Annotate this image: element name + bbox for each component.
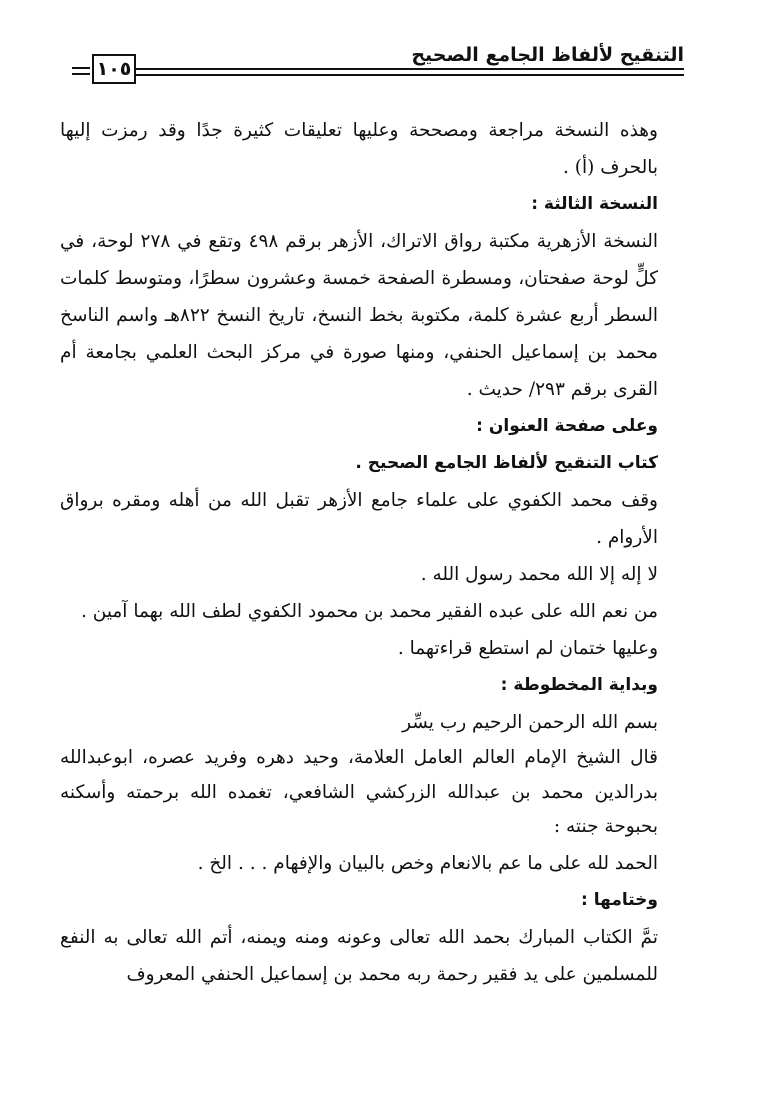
body-text	[60, 112, 680, 993]
page-number-box	[92, 54, 136, 84]
header-rule-top	[136, 68, 684, 70]
section-heading: وعلى صفحة العنوان :	[476, 416, 658, 436]
paragraph: وقف محمد الكفوي على علماء جامع الأزهر تقبل الله من أهله ومقره برواق الأروام .	[60, 490, 658, 548]
running-title: التنقيح لألفاظ الجامع الصحيح	[411, 44, 684, 66]
paragraph: وهذه النسخة مراجعة ومصححة وعليها تعليقات كثيرة جدًا وقد رمزت إليها بالحرف (أ) .	[60, 120, 658, 178]
header-rule-tick-bottom	[72, 73, 90, 75]
section-heading: وبداية المخطوطة :	[500, 675, 658, 695]
header-rule-bottom	[136, 74, 684, 76]
book-title-line: كتاب التنقيح لألفاظ الجامع الصحيح .	[355, 453, 658, 473]
paragraph: النسخة الأزهرية مكتبة رواق الاتراك، الأزهر برقم ٤٩٨ وتقع في ٢٧٨ لوحة، في كلٍّ لوحة صفحتان، ومسطرة الصفحة خمسة وعشرون سطرًا، ومتوسط كلمات السطر أربع عشرة كلمة، مكتوبة بخط النسخ، تاريخ النسخ ٨٢٢هـ واسم الناسخ محمد بن إسماعيل الحنفي، ومنها صورة في مركز البحث العلمي بجامعة أم القرى برقم ٢٩٣/ حديث .	[60, 231, 658, 400]
paragraph: تمَّ الكتاب المبارك بحمد الله تعالى وعونه ومنه ويمنه، أتم الله تعالى به النفع للمسلمين على يد فقير رحمة ربه محمد بن إسماعيل الحنفي المعروف	[60, 926, 658, 985]
paragraph: بسم الله الرحمن الرحيم رب يسِّر	[402, 712, 658, 733]
paragraph: قال الشيخ الإمام العالم العامل العلامة، وحيد دهره وفريد عصره، ابوعبدالله بدرالدين محمد بن عبدالله الزركشي الشافعي، تغمده الله برحمته وأسكنه بحبوحة جنته :	[60, 747, 658, 837]
paragraph: من نعم الله على عبده الفقير محمد بن محمود الكفوي لطف الله بهما آمين .	[80, 601, 658, 622]
section-heading: النسخة الثالثة :	[531, 194, 658, 214]
paragraph: وعليها ختمان لم استطع قراءتهما .	[397, 638, 658, 659]
section-heading: وختامها :	[581, 889, 658, 910]
paragraph: لا إله إلا الله محمد رسول الله .	[420, 564, 658, 585]
header-rule-tick-top	[72, 67, 90, 69]
running-header	[66, 40, 684, 86]
paragraph: الحمد لله على ما عم بالانعام وخص بالبيان والإفهام . . . الخ .	[197, 852, 658, 874]
page-number: ١٠٥	[96, 58, 132, 80]
